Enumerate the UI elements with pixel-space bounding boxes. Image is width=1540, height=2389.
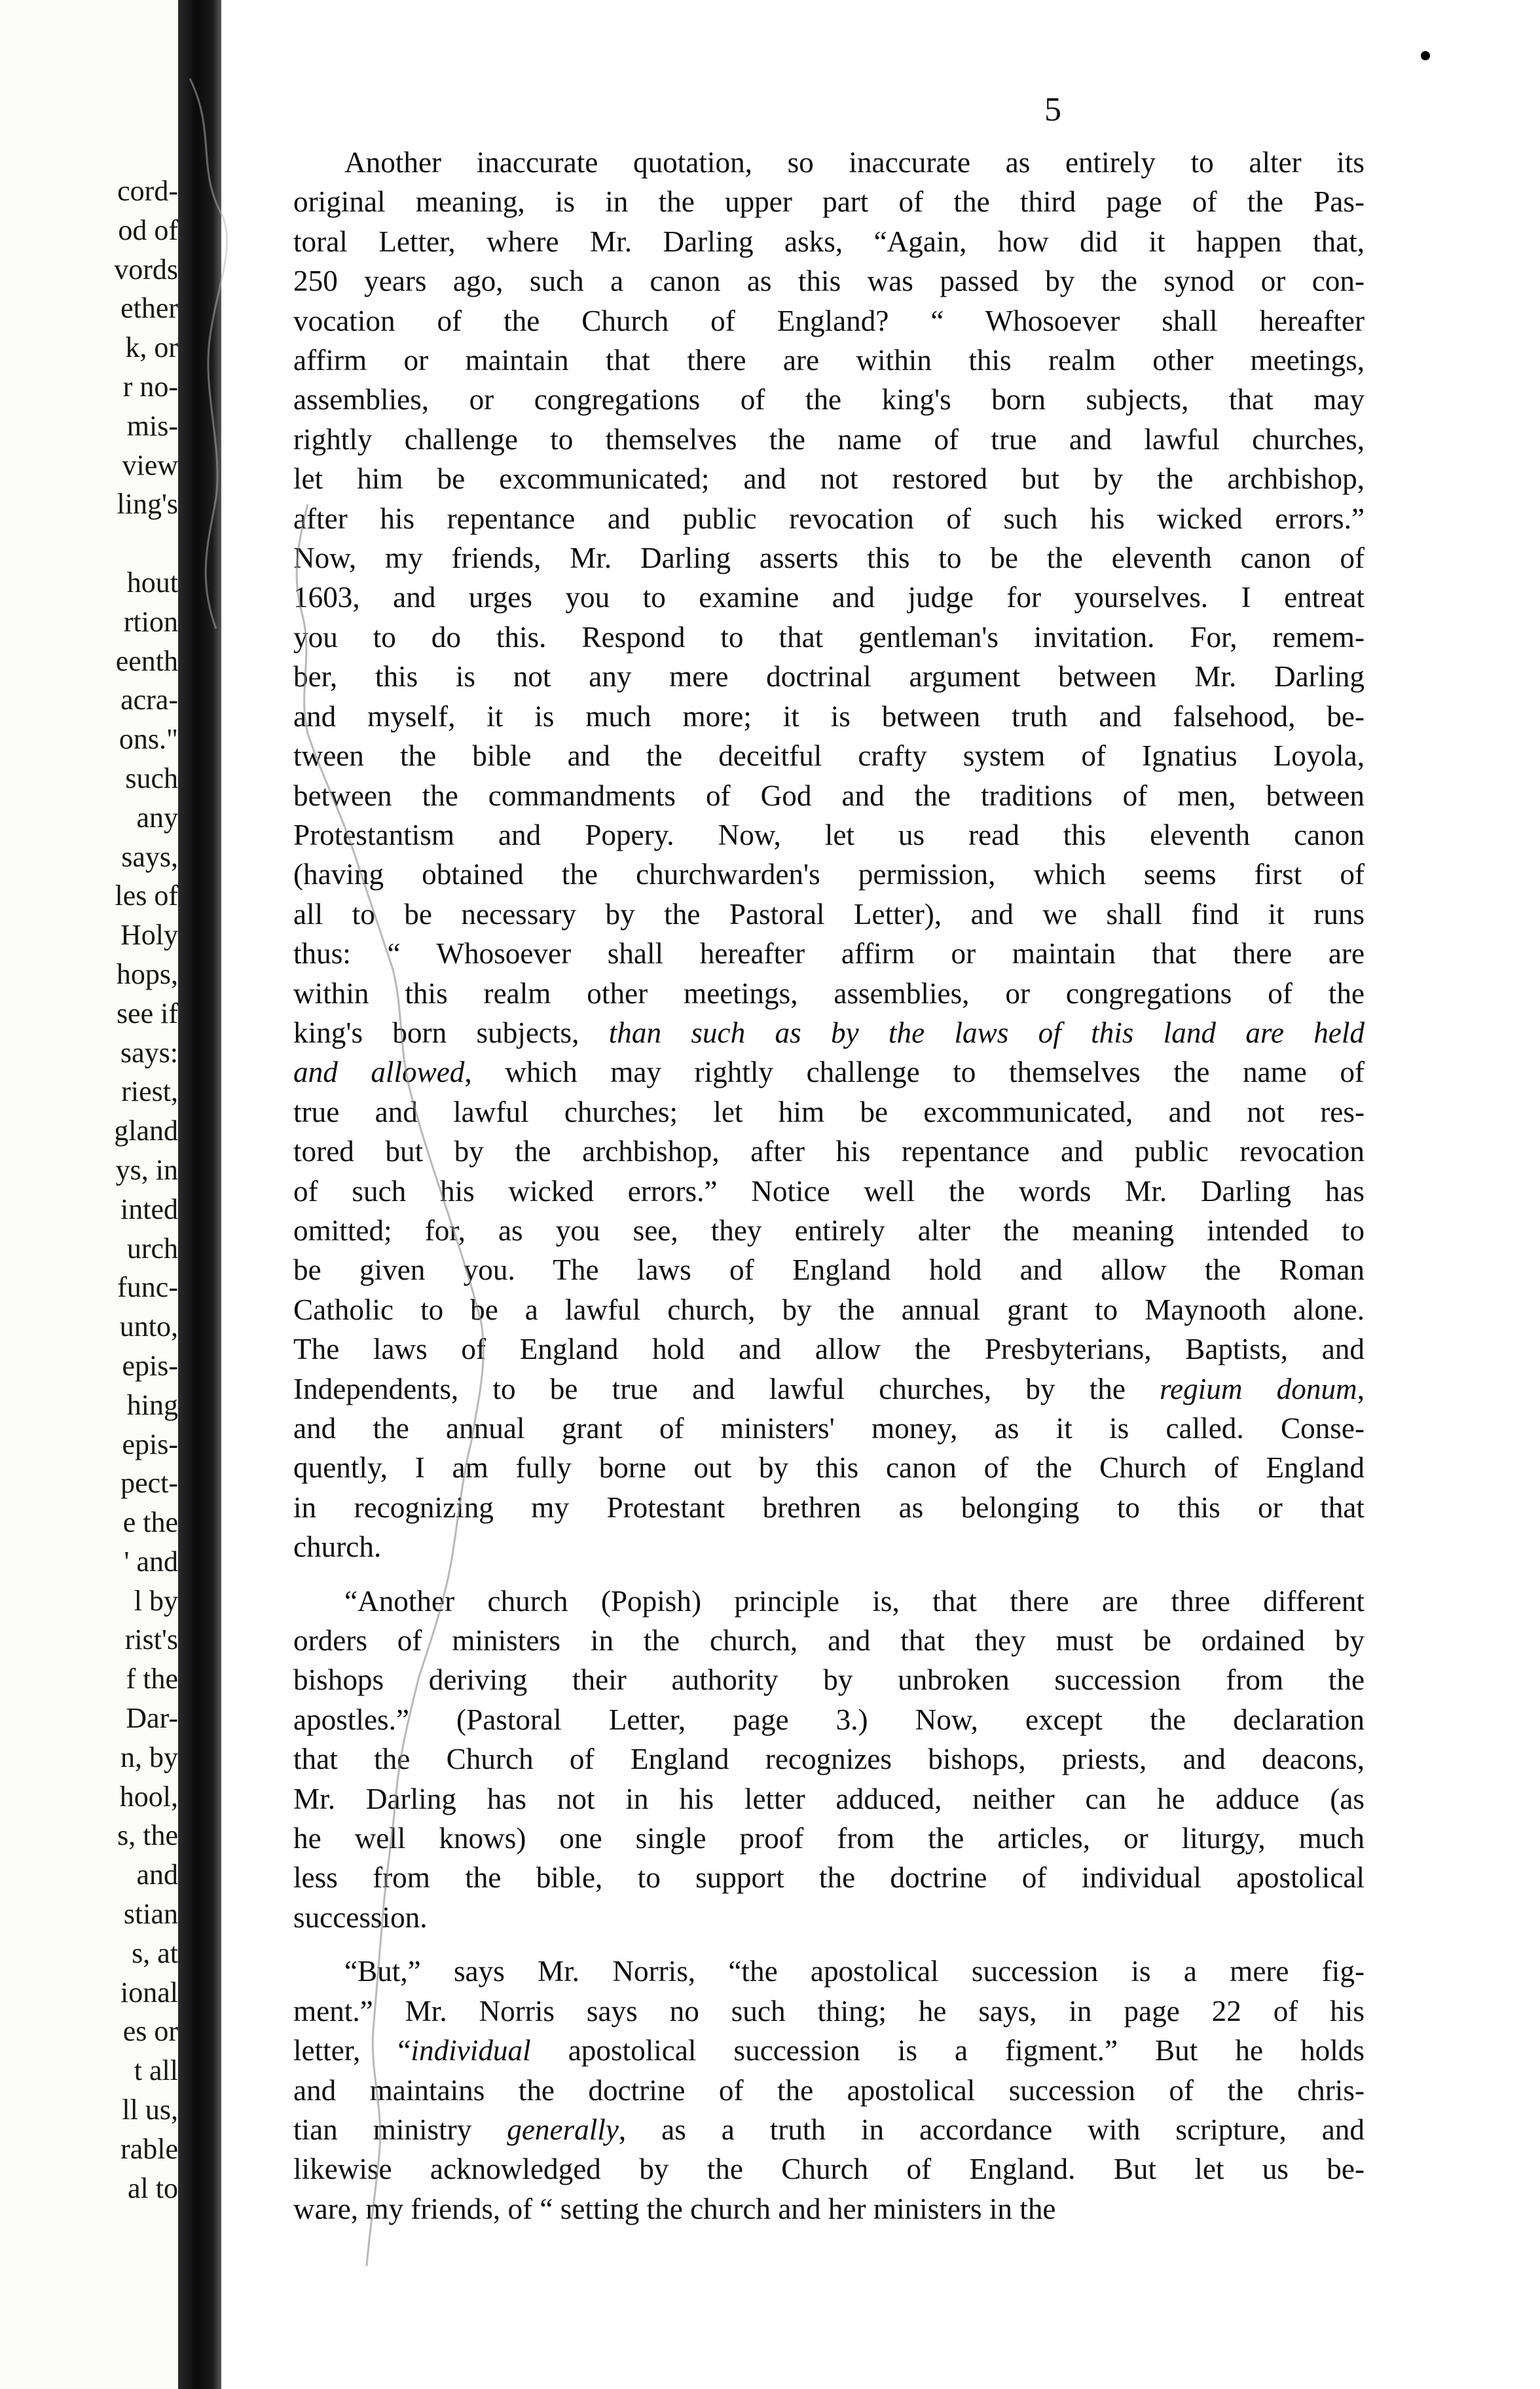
facing-page-line: any xyxy=(136,801,178,834)
facing-page-line: gland xyxy=(114,1115,178,1147)
facing-page-line: urch xyxy=(126,1232,178,1265)
facing-page-line: hool, xyxy=(119,1780,178,1813)
facing-page-line: epis- xyxy=(122,1428,178,1460)
text-line: and maintains the doctrine of the apostolical succession of the chris- xyxy=(293,2073,1365,2107)
facing-page-line: rist's xyxy=(124,1623,178,1656)
facing-page-line: such xyxy=(125,762,178,794)
facing-page-line: ys, in xyxy=(115,1153,178,1186)
facing-page-line: ether xyxy=(120,292,178,325)
facing-page-line: and xyxy=(136,1859,178,1891)
text-line: succession. xyxy=(293,1900,428,1934)
text-line: let him be excommunicated; and not restored but by the archbishop, xyxy=(293,462,1365,496)
facing-page-line: Holy xyxy=(120,919,178,952)
page-number: 5 xyxy=(1044,91,1061,128)
text-line: between the commandments of God and the traditions of men, between xyxy=(293,779,1365,812)
facing-page-line: see if xyxy=(116,997,178,1029)
facing-page-line: cord- xyxy=(117,175,178,207)
facing-page-line: ons." xyxy=(119,723,178,756)
text-line: king's born subjects, than such as by the laws of this land are held xyxy=(293,1016,1365,1049)
facing-page-line: f the xyxy=(126,1663,178,1695)
facing-page-line: ional xyxy=(120,1976,178,2009)
text-line: 250 years ago, such a canon as this was passed by the synod or con- xyxy=(293,265,1365,298)
text-line: original meaning, is in the upper part of the third page of the Pas- xyxy=(293,185,1365,219)
text-line: tween the bible and the deceitful crafty system of Ignatius Loyola, xyxy=(293,739,1365,773)
facing-page-line: unto, xyxy=(119,1310,178,1343)
facing-page-line: les of xyxy=(115,880,178,912)
text-line: ware, my friends, of “ setting the church and her ministers in the xyxy=(293,2192,1056,2225)
facing-page-line: t all xyxy=(134,2054,178,2087)
text-line: (having obtained the churchwarden's permission, which seems first of xyxy=(293,858,1365,891)
facing-page-line: l by xyxy=(134,1584,178,1617)
facing-page-line: eenth xyxy=(115,644,178,677)
facing-page-line: inted xyxy=(120,1193,178,1225)
facing-page-line: hing xyxy=(126,1388,178,1421)
facing-page-line: func- xyxy=(117,1271,178,1304)
text-line: and myself, it is much more; it is between truth and falsehood, be- xyxy=(293,699,1365,733)
facing-page-line: s, at xyxy=(132,1936,178,1969)
text-line: affirm or maintain that there are within this realm other meetings, xyxy=(293,344,1365,377)
text-line: letter, “individual apostolical succession is a figment.” But he holds xyxy=(293,2034,1365,2067)
text-line: “But,” says Mr. Norris, “the apostolical succession is a mere fig- xyxy=(344,1955,1365,1988)
facing-page-line: Dar- xyxy=(126,1702,178,1735)
text-line: Now, my friends, Mr. Darling asserts this to be the eleventh canon of xyxy=(293,542,1365,575)
text-line: assemblies, or congregations of the king's born subjects, that may xyxy=(293,383,1365,417)
facing-page-line: epis- xyxy=(122,1349,178,1382)
text-line: ment.” Mr. Norris says no such thing; he says, in page 22 of his xyxy=(293,1994,1365,2028)
text-line: after his repentance and public revocation of such his wicked errors.” xyxy=(293,502,1365,535)
text-line: orders of ministers in the church, and that they must be ordained by xyxy=(293,1624,1365,1657)
text-line: thus: “ Whosoever shall hereafter affirm or maintain that there are xyxy=(293,937,1365,971)
text-line: Mr. Darling has not in his letter adduced, neither can he adduce (as xyxy=(293,1782,1365,1815)
facing-page-line: riest, xyxy=(121,1075,178,1108)
text-line: quently, I am fully borne out by this canon of the Church of England xyxy=(293,1451,1365,1485)
text-line: ber, this is not any mere doctrinal argument between Mr. Darling xyxy=(293,660,1365,694)
facing-page-line: r no- xyxy=(122,370,178,403)
facing-page-line: pect- xyxy=(120,1467,178,1500)
text-line: tian ministry generally, as a truth in accordance with scripture, and xyxy=(293,2113,1365,2146)
facing-page-line: es or xyxy=(122,2015,178,2048)
text-line: “Another church (Popish) principle is, that there are three different xyxy=(344,1584,1365,1618)
text-line: Protestantism and Popery. Now, let us read this eleventh canon xyxy=(293,818,1365,851)
text-line: and the annual grant of ministers' money, as it is called. Conse- xyxy=(293,1412,1365,1445)
facing-page-line: rable xyxy=(120,2132,178,2165)
text-line: Independents, to be true and lawful churches, by the regium donum, xyxy=(293,1372,1365,1405)
text-line: tored but by the archbishop, after his repentance and public revocation xyxy=(293,1135,1365,1168)
text-line: omitted; for, as you see, they entirely alter the meaning intended to xyxy=(293,1213,1365,1247)
facing-page-line: vords xyxy=(114,253,178,286)
facing-page-line: e the xyxy=(122,1506,178,1539)
facing-page-line: hout xyxy=(126,566,178,599)
text-line: of such his wicked errors.” Notice well the words Mr. Darling has xyxy=(293,1174,1365,1208)
facing-page-line: od of xyxy=(118,213,178,246)
facing-page-line: view xyxy=(122,449,178,481)
text-line: Catholic to be a lawful church, by the annual grant to Maynooth alone. xyxy=(293,1293,1365,1326)
text-line: you to do this. Respond to that gentleman's invitation. For, remem- xyxy=(293,620,1365,654)
text-line: Another inaccurate quotation, so inaccurate as entirely to alter its xyxy=(344,146,1365,179)
facing-page-line: acra- xyxy=(120,684,178,716)
text-line: rightly challenge to themselves the name of true and lawful churches, xyxy=(293,422,1365,456)
facing-page-line: ' and xyxy=(124,1545,178,1578)
text-line: he well knows) one single proof from the articles, or liturgy, much xyxy=(293,1822,1365,1855)
text-line: be given you. The laws of England hold and allow the Roman xyxy=(293,1253,1365,1287)
facing-page-line: hops, xyxy=(116,957,178,990)
facing-page-line: ll us, xyxy=(122,2094,178,2126)
text-line: toral Letter, where Mr. Darling asks, “Again, how did it happen that, xyxy=(293,225,1365,258)
text-line: in recognizing my Protestant brethren as belonging to this or that xyxy=(293,1491,1365,1524)
text-line: that the Church of England recognizes bishops, priests, and deacons, xyxy=(293,1743,1365,1776)
facing-page-line: ling's xyxy=(117,488,178,521)
facing-page-line: says: xyxy=(120,1036,178,1069)
facing-page-line: s, the xyxy=(117,1819,178,1852)
text-line: apostles.” (Pastoral Letter, page 3.) Now, except the declaration xyxy=(293,1703,1365,1736)
text-line: and allowed, which may rightly challenge to themselves the name of xyxy=(293,1056,1365,1089)
text-line: The laws of England hold and allow the Presbyterians, Baptists, and xyxy=(293,1333,1365,1366)
text-line: all to be necessary by the Pastoral Letter), and we shall find it runs xyxy=(293,897,1365,931)
text-line: 1603, and urges you to examine and judge for yourselves. I entreat xyxy=(293,581,1365,614)
text-line: bishops deriving their authority by unbroken succession from the xyxy=(293,1663,1365,1697)
text-line: church. xyxy=(293,1530,382,1564)
text-line: within this realm other meetings, assemblies, or congregations of the xyxy=(293,976,1365,1010)
facing-page-line: k, or xyxy=(125,331,178,364)
facing-page-line: rtion xyxy=(123,605,178,638)
text-line: likewise acknowledged by the Church of England. But let us be- xyxy=(293,2153,1365,2186)
text-line: vocation of the Church of England? “ Whosoever shall hereafter xyxy=(293,304,1365,337)
facing-page-line: mis- xyxy=(126,409,178,442)
text-line: true and lawful churches; let him be excommunicated, and not res- xyxy=(293,1095,1365,1128)
facing-page-line: n, by xyxy=(120,1741,178,1773)
facing-page-line: stian xyxy=(123,1898,178,1931)
facing-page-line: al to xyxy=(128,2172,178,2204)
facing-page-line: says, xyxy=(121,840,178,873)
text-line: less from the bible, to support the doctrine of individual apostolical xyxy=(293,1861,1365,1895)
